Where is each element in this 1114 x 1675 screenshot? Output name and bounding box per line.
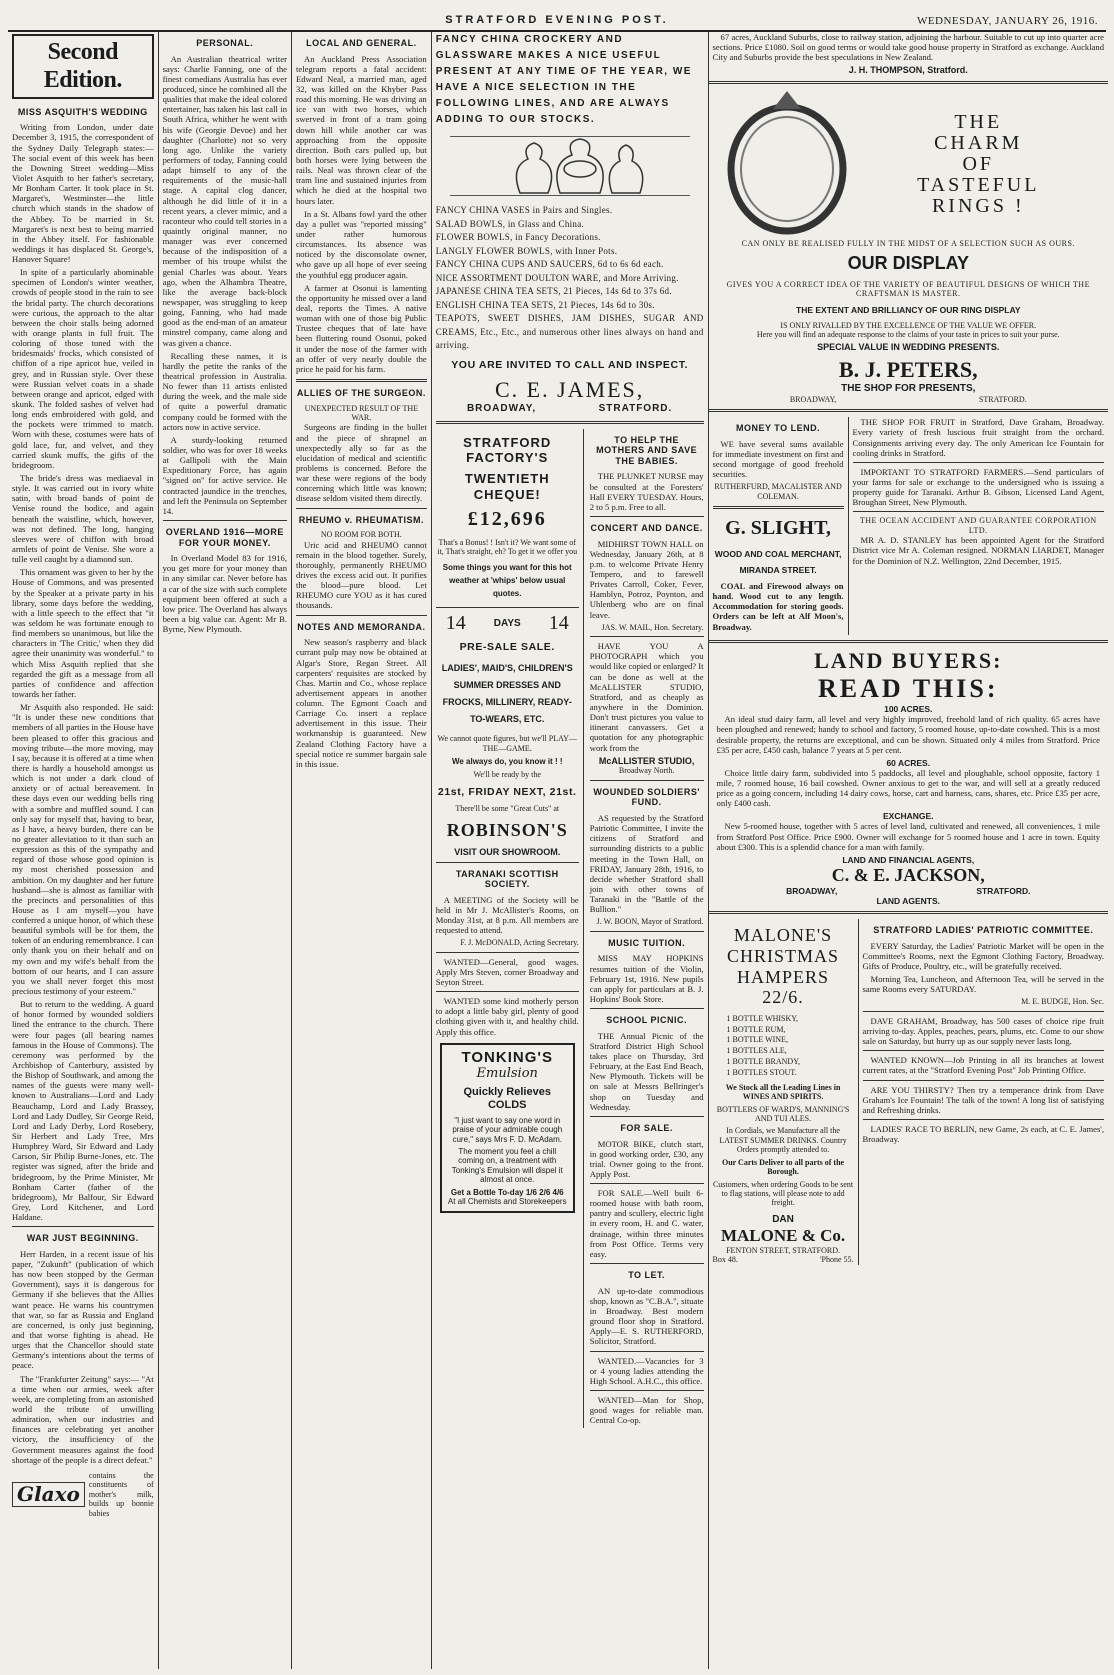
divider <box>709 911 1108 914</box>
list-item: LANGLY FLOWER BOWLS, with Inner Pots. <box>435 245 618 256</box>
presale-title: PRE-SALE SALE. <box>459 641 555 654</box>
list-item: 1 BOTTLE WHISKY, <box>726 1013 799 1023</box>
bottom-split <box>709 919 1108 1265</box>
ad-subcolumn-right <box>590 429 704 1429</box>
sale-head: FOR SALE. <box>620 1122 673 1133</box>
display-sub: GIVES YOU A CORRECT IDEA OF THE VARIETY OF BEAUTIFUL DESIGNS OF WHICH THE CRAFTSMAN IS MASTER. <box>726 279 1090 299</box>
classified-ad: ARE YOU THIRSTY? Then try a temperance drink from Dave Graham's Ice Fountain! The talk of the town! A long list of satisfying and Refreshing drinks. <box>862 1084 1104 1115</box>
photo-studio: McALLISTER STUDIO, <box>598 755 695 766</box>
notice-body: 67 acres, Auckland Suburbs, close to railway station, adjoining the harbour. Suitable to cut up into quarter acre sections. Price £1080. Soil on good terms or would take good house property in Stratford as exchange. Auckland City and Suburbs provide the best speculations in New Zealand. <box>712 32 1104 63</box>
article-paragraph: Surgeons are finding in the bullet and the piece of shrapnel an unexpectedly ally so far as the elucidation of medical and scientific problems is concerned. Before the war these were regions of the body concerning which little was known; disease seldom visited them directly. <box>296 422 427 504</box>
presale-body4: There'll be some "Great Cuts" at <box>455 804 560 814</box>
classified-ad: WANTED—Man for Shop, good wages for reliable man. Central Co-op. <box>589 1394 704 1426</box>
notice-sign: F. J. McDONALD, Acting Secretary. <box>460 938 579 948</box>
rings-copy <box>709 239 1108 404</box>
list-item: FLOWER BOWLS, in Fancy Decorations. <box>435 232 601 242</box>
classified-ad: WANTED.—Vacancies for 3 or 4 young ladies attending the High School. A.H.C., this office. <box>589 1355 704 1386</box>
notice-body: AS requested by the Stratford Patriotic Committee, I invite the citizens of Stratford and surrounding districts to a public meeting in the Town Hall, on FRIDAY, January 28th, 1916, to decide whether Stratford shall join with other towns of Taranaki in the "Battle of the Bullion." <box>589 813 704 915</box>
divider <box>436 421 704 424</box>
divider <box>713 506 844 509</box>
acres100: 100 ACRES. <box>884 704 933 715</box>
notice-body: HAVE YOU A PHOTOGRAPH which you would like copied or enlarged? It can be done as well at the McALLISTER STUDIO, Stratford, and as cheaply as anywhere in the Dominion. Don't trust pictures you value to itinerant canvassers. Get a quotation for any photographic work from the <box>589 641 704 753</box>
column-5-6 <box>709 32 1108 1669</box>
land-head2: READ THIS: <box>818 673 999 703</box>
divider <box>163 520 287 521</box>
edition-banner: Second Edition. <box>12 34 154 99</box>
jeweller-address <box>719 395 1098 404</box>
divider <box>436 991 579 992</box>
classified-ad: LADIES' RACE TO BERLIN, new Game, 2s each, at C. E. James', Broadway. <box>862 1124 1104 1145</box>
column-6-lower <box>849 417 1108 634</box>
help-line: Here you will find an adequate response to the claims of your taste in prices to suit your purse. <box>756 330 1060 340</box>
notice-body: A MEETING of the Society will be held in Mr J. McAllister's Rooms, on Monday 31st, at 8 p.m. All members are requested to attend. <box>435 894 579 936</box>
list-item: NICE ASSORTMENT DOULTON WARE, and More Arriving. <box>435 272 679 283</box>
agents-address <box>717 886 1100 896</box>
tonkings-ad <box>440 1043 575 1213</box>
divider <box>853 462 1104 463</box>
article-paragraph: In Overland Model 83 for 1916, you get more for your money than in any similar car. Never before has a car of the size with such complete equipment been offered at such a low price. The Overland has always been a big value car. Agent: Mr B. Byrne, New Plymouth. <box>162 553 287 635</box>
lower-split <box>709 417 1108 634</box>
malone-stock: We Stock all the Leading Lines in WINES AND SPIRITS. <box>725 1082 841 1102</box>
divider <box>590 636 704 637</box>
jeweller-street: BROADWAY, <box>789 394 837 404</box>
land-body: An ideal stud dairy farm, all level and very highly improved, freehold land of rich quality. 65 acres have been ploughed and renewed; handy to school and factory, 5 roomed house, up-to-date cowshed. This is a most desirable property, the returns are exceptional, and can be shown. Situated only 4 miles from Stratford. Price £35 per acre, £450 cash, balance 7 years at 5 per cent. <box>716 714 1100 755</box>
divider <box>590 1008 704 1009</box>
divider <box>590 516 704 517</box>
agents-town: STRATFORD. <box>976 886 1031 897</box>
malone-contacts <box>713 1255 854 1264</box>
jeweller-town: STRATFORD. <box>978 394 1027 404</box>
ad-split <box>436 429 704 1429</box>
wounded-head: WOUNDED SOLDIERS' FUND. <box>593 786 700 808</box>
rings-title-line: RINGS ! <box>931 194 1025 217</box>
rings-title <box>857 112 1100 217</box>
ladies-head: STRATFORD LADIES' PATRIOTIC COMMITTEE. <box>873 925 1094 936</box>
cheque-body2: Some things you want for this hot weather at 'whips' below usual quotes. <box>442 563 572 598</box>
classified-ad: MOTOR BIKE, clutch start, in good working order, £30, any trial. Owner going to the front. Apply Post. <box>589 1138 704 1179</box>
ad-subcolumn-left <box>436 429 584 1429</box>
thompson-ad <box>709 32 1108 76</box>
cheque-ad <box>436 435 579 601</box>
ocean-head: THE OCEAN ACCIDENT AND GUARANTEE CORPORATION LTD. <box>859 516 1097 535</box>
column-1 <box>8 32 159 1669</box>
thompson-sign: J. H. THOMPSON, Stratford. <box>848 65 968 76</box>
divider <box>709 640 1108 643</box>
divider <box>296 615 427 616</box>
rings-title-line: OF <box>962 152 995 175</box>
notice-body: MR A. D. STANLEY has been appointed Agent for the Stratford District vice Mr A. Coleman resigned. NORMAN LIARDET, Manager for the Dominion of N.Z. Wellington, 22nd December, 1915. <box>852 535 1104 566</box>
crockery-headline: FANCY CHINA CROCKERY AND GLASSWARE MAKES A NICE USEFUL PRESENT AT ANY TIME OF THE YEAR, WE HAVE A NICE SELECTION IN THE FOLLOWING LINES, AND ARE ALWAYS ADDING TO OUR STOCKS. <box>435 34 692 125</box>
malone-line: MALONE'S <box>733 925 833 946</box>
days-number-left: 14 <box>445 611 466 634</box>
masthead-date: WEDNESDAY, JANUARY 26, 1916. <box>916 15 1098 27</box>
list-item: 1 BOTTLES STOUT. <box>726 1067 797 1077</box>
headline-overland: OVERLAND 1916—MORE FOR YOUR MONEY. <box>165 526 284 548</box>
list-item: FANCY CHINA VASES in Pairs and Singles. <box>435 205 613 215</box>
malone-name: MALONE & Co. <box>720 1225 846 1245</box>
presale-body3: We'll be ready by the <box>473 770 541 780</box>
merchant-address <box>436 403 704 415</box>
days-label: DAYS <box>493 617 521 629</box>
crockery-list <box>436 204 704 353</box>
slight-street: MIRANDA STREET. <box>739 564 817 575</box>
bottom-right <box>859 919 1108 1265</box>
headline-rheumo: RHEUMO v. RHEUMATISM. <box>298 514 424 525</box>
list-item: JAPANESE CHINA TEA SETS, 21 Pieces, 14s 6d to 37s 6d. <box>435 286 672 296</box>
tonk-where: At all Chemists and Storekeepers <box>447 1197 567 1207</box>
divider <box>590 1351 704 1352</box>
agents-sub: LAND AGENTS. <box>876 896 940 907</box>
malone-bottlers: BOTTLERS OF WARD'S, MANNING'S AND TUI ALES. <box>716 1104 850 1123</box>
columns <box>8 32 1108 1669</box>
list-item: FANCY CHINA CUPS AND SAUCERS, 6d to 6s 6d each. <box>435 259 664 269</box>
malone-box: Box 48. <box>712 1255 738 1265</box>
article-paragraph: This ornament was given to her by the House of Commons, and was presented by the Speaker at a private party in his library, some days before the wedding, with a little speech to the effect that "it was seldom he was fortunate enough to find members so unanimous, but like the characters in 'The Critic,' when they did agree their unanimity was wonderful." to which Miss Asquith replied that she regarded the gift as a message from all parties of confidence and affection towards her father. <box>12 567 154 699</box>
jeweller-sub: THE SHOP FOR PRESENTS, <box>841 383 976 395</box>
notice-sign: JAS. W. MAIL, Hon. Secretary. <box>601 622 704 632</box>
tonk-note: The moment you feel a chill coming on, a treatment with Tonking's Emulsion will dispel it almost at once. <box>451 1147 563 1185</box>
malone-dan: DAN <box>772 1213 794 1225</box>
divider <box>436 862 579 863</box>
article-paragraph: Writing from London, under date December 3, 1915, the correspondent of the Sydney Daily Telegraph states:— The social event of this week has been the Downing Street wedding—Miss Violet Asquith to her father's secretary, Mr Bonham Carter. It took place in St. Margaret's, Westminster—the little church which stands in the shadow of the Abbey. To be married in St. Margaret's is next best to being married in the Abbey itself. For fashionable weddings it has displaced St. George's, Hanover Square! <box>12 122 154 265</box>
special-line: SPECIAL VALUE IN WEDDING PRESENTS. <box>817 342 1000 353</box>
merchant-town: STRATFORD. <box>598 402 673 414</box>
article-paragraph: But to return to the wedding. A guard of honor formed by wounded soldiers lined the entrance to the church. There were four pages (all bearing names famous in the House of Commons). The ceremony was performed by the Archbishop of Canterbury, assisted by the Bishop of Southwark, and among the names of the guests were many well-known to Australians—Lord and Lady Beauchamp, Lord and Lady Brassey, Lord and Lady Dudley, Sir George Reid, Lord and Lady Derby, Lord Rosebery, Sir Herbert and Lady Tree, Mrs Humphrey Ward, Sir Edward and Lady Carson, Sir Philip Burne-Jones, etc. The register was signed, after the bride and bridegroom, by the Prime Minister, Mr Bonham Carter (father of the bridegroom), Mr Balfour, Sir Edward Grey, Lord Kitchener, and Lord Haldane. <box>12 999 154 1223</box>
divider <box>863 1119 1104 1120</box>
headline-notes: NOTES AND MEMORANDA. <box>297 621 426 632</box>
divider <box>709 81 1108 84</box>
malone-phone: 'Phone 55. <box>820 1255 854 1265</box>
article-paragraph: A farmer at Osonui is lamenting the opportunity he missed over a land deal, reports the Times. A native woman with one of those big Public Trustee cheques that of late have been fluttering round Osonui, poked it under the nose of the farmer with an offer of very nearly double the price he paid for his farm. <box>296 282 427 374</box>
display-head: OUR DISPLAY <box>847 253 969 274</box>
masthead <box>8 10 1106 32</box>
column-4 <box>432 32 709 1669</box>
notice-body: THE PLUNKET NURSE may be consulted at the Foresters' Hall EVERY TUESDAY. Hours, 2 to 5 p.m. Free to all. <box>589 471 704 512</box>
tonk-brand: TONKING'S <box>461 1048 553 1066</box>
divider <box>863 1011 1104 1012</box>
slight-sub: WOOD AND COAL MERCHANT, <box>714 548 842 559</box>
presale-visit: VISIT OUR SHOWROOM. <box>454 846 561 857</box>
notice-body: EVERY Saturday, the Ladies' Patriotic Market will be open in the Committee's Rooms, next the Egmont Clothing Factory, Broadway. Gifts of Produce, Poultry, etc., will be gratefully received. <box>862 940 1104 972</box>
divider <box>436 952 579 953</box>
rings-title-line: TASTEFUL <box>917 173 1040 196</box>
divider <box>590 1263 704 1264</box>
rings-ad <box>709 89 1108 239</box>
vase-illustration <box>450 136 690 196</box>
divider <box>12 1226 154 1227</box>
list-item: 1 BOTTLE BRANDY, <box>726 1057 800 1067</box>
classified-ad: WANTED some kind motherly person to adopt a little baby girl, plenty of good clothing given with it, and healthy child. Apply this office. <box>435 996 579 1037</box>
rings-title-line: THE <box>954 110 1003 133</box>
headline-asquith-wedding: MISS ASQUITH'S WEDDING <box>17 106 148 117</box>
photo-addr: Broadway North. <box>618 766 675 776</box>
agents-name: C. & E. JACKSON, <box>831 864 985 885</box>
let-head: TO LET. <box>628 1270 666 1281</box>
notice-body: COAL and Firewood always on hand. Wood cut to any length. Accommodation for storing goods. Orders can be left at Alf Moon's, Broadway. <box>712 580 844 632</box>
article-paragraph: Recalling these names, it is hardly the petite the ranks of the theatrical profession in Australia. No fewer than 11 artists enlisted during the week, and the male side of quite a powerful dramatic company could be formed with the actors now in active service. <box>162 350 287 432</box>
headline-personal: PERSONAL. <box>196 38 254 48</box>
rings-sub: CAN ONLY BE REALISED FULLY IN THE MIDST OF A SELECTION SUCH AS OURS. <box>741 239 1075 249</box>
list-item: 1 BOTTLE RUM, <box>726 1024 786 1034</box>
classified-ad: IMPORTANT TO STRATFORD FARMERS.—Send particulars of your farms for sale or exchange to the undersigned who is issuing a property guide for Taranaki. Arthur B. Gibson, Licensed Land Agent, Broughan Street, New Plymouth. <box>852 466 1104 508</box>
notice-body: MIDHIRST TOWN HALL on Wednesday, January 26th, at 8 p.m. to welcome Private Henry Tempero, and to farewell Privates Carroll, Coker, Fever, Hamblyn, Potroz, Poynton, and Uhlenberg who are on final leave. <box>589 538 704 620</box>
james-ad <box>436 377 704 415</box>
article-paragraph: The bride's dress was mediaeval in style. It was carried out in ivory white satin, with broad bands of point de Venise round the bodice, and again beneath the waistline, which, however, was not defined. The long, hanging sleeves were of chiffon with broad armlets of point de Venise. She wore a tulle veil caught by a diamond sun. <box>12 473 154 565</box>
tonk-quote: "I just want to say one word in praise of your admirable cough cure," says Mrs F. D. McAdam. <box>452 1115 563 1144</box>
divider <box>709 409 1108 412</box>
divider <box>436 607 579 608</box>
classified-ad: WANTED—General, good wages. Apply Mrs Steven, corner Broadway and Seyton Street. <box>435 956 579 988</box>
masthead-title: STRATFORD EVENING POST. <box>445 14 669 26</box>
ring-icon <box>717 89 857 239</box>
jeweller-name: B. J. PETERS, <box>838 357 978 383</box>
column-2 <box>159 32 292 1669</box>
notice-sign: J. W. BOON, Mayor of Stratford. <box>596 917 704 927</box>
divider <box>590 1116 704 1117</box>
article-paragraph: Mr Asquith also responded. He said: "It is under these new conditions that members of all parties in the House have been pleased to offer this gracious and moving tribute—the more moving, may I say, because it is offered at a time when there is hardly a household amongst us which is not under a dark cloud of anxiety or of actual bereavement. In these days even our wedding bells ring with a sombre and muffled sound. I can only say for myself that, having to bear, as I have, a heavy burden, there can be no greater alleviation to it than such an expression as this of the sympathy and regard of those whose good opinion is my most cherished possession and ambition. On my daughter and her future husband—she is almost as familiar with the precincts and personalities of this House as I am myself—you have conferred a unique honor, of which these beautiful symbols will be for them, the token of an enduring remembrance. I can only thank you on their behalf and on my own and my wife's behalf from the bottom of our hearts, and I can assure you we shall never forget this most precious testimony of your esteem." <box>12 702 154 997</box>
list-item: ENGLISH CHINA TEA SETS, 21 Pieces, 14s 6d to 30s. <box>435 299 655 310</box>
list-item: TEAPOTS, SWEET DISHES, JAM DISHES, SUGAR AND CREAMS, Etc., Etc., and numerous other lines always on hand and arriving. <box>435 313 704 350</box>
tonk-product: Emulsion <box>476 1066 538 1082</box>
presale-date: 21st, FRIDAY NEXT, 21st. <box>437 785 577 798</box>
tonk-prices: Get a Bottle To-day 1/6 2/6 4/6 <box>450 1187 564 1197</box>
presale-store: ROBINSON'S <box>446 819 568 840</box>
land-body: Choice little dairy farm, subdivided into 5 paddocks, all level and ploughable, school opposite, factory 1 mile, 7 roomed house, 16 bail cowshed. Owner anxious to get to the war, and will sell at a greatly reduced price as a going concern, including 14 dairy cows, horse, cart and harness, cans, shares, etc. Price £35 per acre, only £400 cash. <box>716 767 1100 809</box>
malone-addr: FENTON STREET, STRATFORD. <box>726 1245 841 1255</box>
notice-body: WE have several sums available for immediate investment on first and second mortgage of good freehold securities. <box>712 438 844 480</box>
subheadline: NO ROOM FOR BOTH. <box>320 530 402 540</box>
column-5 <box>709 417 849 634</box>
classified-ad: DAVE GRAHAM, Broadway, has 500 cases of choice ripe fruit arriving to-day. Apples, peaches, pears, plums, etc. Come to our show sale on Saturday, but hurry up as our supply never lasts long. <box>862 1015 1104 1047</box>
classified-ad: WANTED KNOWN—Job Printing in all its branches at lowest current rates, at the "Stratford Evening Post" Job Printing Office. <box>862 1055 1104 1076</box>
exchange: EXCHANGE. <box>883 811 934 822</box>
article-paragraph: A sturdy-looking returned soldier, who was for over 18 weeks at Gallipoli with the Main Expeditionary Force, has again "signed on" for active service. He contracted jaundice in the trenches, and left the Peninsula on September 14. <box>162 434 287 516</box>
malone-line: CHRISTMAS <box>727 945 840 966</box>
article-paragraph: Uric acid and RHEUMO cannot remain in the blood together. Surely, thoroughly, permanently RHEUMO drives the excess acid out. It purifies the blood—pure blood. Let RHEUMO cure YOU as it has cured thousands. <box>296 539 427 611</box>
malone-cordials: In Cordials, we Manufacture all the LATEST SUMMER DRINKS. Country Orders promptly attended to. <box>719 1126 847 1155</box>
malone-line: 22/6. <box>762 987 804 1008</box>
column-3 <box>292 32 432 1669</box>
headline-allies-surgeon: ALLIES OF THE SURGEON. <box>296 387 426 398</box>
notice-body: THE Annual Picnic of the Stratford District High School takes place on Thursday, 3rd February, at the East End Beach, New Plymouth. Tickets will be on sale at Messrs Bellringer's shop on Tuesday and Wednesday. <box>589 1030 704 1112</box>
list-item: SALAD BOWLS, in Glass and China. <box>435 218 585 229</box>
article-paragraph: In spite of a particularly abominable specimen of London's winter weather, crowds of people stood in the rain to see the bridal party. The church decorations were curious, the approach to the altar between the choir stalls being adorned with orange plants in full fruit. The coloring of those toned with the bridesmaids' frocks, which consisted of chiffon of a ripe apricot hue, veiled in grey, and in Russian style. Over these were Russian velvet coats in a shade between orange and apricot, edged with skunk. The folded sashes of velvet had long ends embroidered with gold, and the pockets were trimmed to match. Worn with these, costumes were hats of gold lace, fur, and velvet, and they carried skunk muffs, the gifts of the bridegroom. <box>12 267 154 470</box>
classified-ad: THE SHOP FOR FRUIT in Stratford, Dave Graham, Broadway. Every variety of fresh luscious fruit straight from the orchard. Consignments arriving every day. The only American Ice Fountain for cooling drinks in Stratford. <box>852 417 1104 458</box>
land-body: New 5-roomed house, together with 5 acres of level land, cultivated and renewed, all conveniences, 1 mile from Stratford Post Office. Price £900. Owner will exchange for 5 roomed house and 1 acre in town. Equity about £300. This is a splendid chance for a man with family. <box>716 821 1100 852</box>
picnic-head: SCHOOL PICNIC. <box>606 1015 688 1026</box>
cheque-line2: TWENTIETH CHEQUE! <box>464 471 550 502</box>
notice-body: MISS MAY HOPKINS resumes tuition of the Violin, February 1st, 1916. New pupils can apply for particulars at B. J. Hopkins' Book Store. <box>589 953 704 1005</box>
article-paragraph: New season's raspberry and black currant pulp may now be obtained at Algar's Store, Regan Street. All carpenters' requisites are stocked by Chas. Martin and Co., whose replace advertisement appears in another column. The Egmont Coach and Carriage Co. insert a replace advertisement in this issue. Their workmanship is guaranteed. New Zealand Clothing Factory have a special notice re summer bargain sale in this issue. <box>296 637 427 769</box>
money-sign: RUTHERFURD, MACALISTER AND COLEMAN. <box>714 482 842 501</box>
article-paragraph: An Auckland Press Association telegram reports a fatal accident: Edward Neal, a married man, aged 32, was killed on the Khyber Pass road this morning. He was driving an ice van with two horses, which swerved in front of a tram going down hill while another car was approaching from the opposite direction. Both cars pulled up, but both horses were lying between the rails. Neal was thrown clear of the tram line and sustained injuries from which he died at the hospital two hours later. <box>296 53 427 206</box>
divider <box>590 931 704 932</box>
days-banner <box>436 612 579 636</box>
presale-items: LADIES', MAID'S, CHILDREN'S SUMMER DRESSES AND FROCKS, MILLINERY, READY-TO-WEARS, ETC. <box>441 662 573 725</box>
acres60: 60 ACRES. <box>886 757 931 768</box>
headline-war-beginning: WAR JUST BEGINNING. <box>26 1233 139 1244</box>
divider <box>853 511 1104 512</box>
land-head1: LAND BUYERS: <box>814 647 1003 673</box>
article-paragraph: The "Frankfurter Zeitung" says:— "At a time when our armies, week after week, are completing from an astonished world the tribute of unwilling admiration, when our industries and finances are celebrating yet another victory, the insufficiency of the Government measures against the food shortage of the people is a direct defeat." <box>12 1373 154 1465</box>
merchant-street: BROADWAY, <box>466 402 537 414</box>
article-paragraph: In a St. Albans fowl yard the other day a pullet was "reported missing" under rather humorous circumstances. Its absence was noticed by the disconsolate owner, who gave up all hope of ever seeing the youthful egg producer again. <box>296 208 427 280</box>
malone-note: Customers, when ordering Goods to be sent to flag stations, will please note to add freight. <box>712 1179 854 1208</box>
concert-head: CONCERT AND DANCE. <box>590 523 703 534</box>
glaxo-note: contains the constituents of mother's milk, builds up bonnie babies <box>88 1470 154 1518</box>
divider <box>590 780 704 781</box>
classified-ad: FOR SALE.—Well built 6-roomed house with bath room, pantry and scullery, electric light in every room, H. and C. water, drainage, within three minutes from Post Office. Terms very easy. <box>589 1188 704 1259</box>
list-item: 1 BOTTLES ALE, <box>726 1046 787 1056</box>
merchant-name: C. E. JAMES, <box>494 376 645 402</box>
slight-name: G. SLIGHT, <box>725 517 831 540</box>
malone-line: HAMPERS <box>737 966 830 987</box>
headline-local-general: LOCAL AND GENERAL. <box>306 38 417 48</box>
extent-line: THE EXTENT AND BRILLIANCY OF OUR RING DISPLAY <box>796 304 1021 315</box>
vase-icon <box>450 137 690 195</box>
glaxo-logo: Glaxo <box>12 1482 85 1508</box>
cheque-amount: £12,696 <box>467 507 547 530</box>
glaxo-ad <box>12 1471 154 1518</box>
divider <box>863 1050 1104 1051</box>
days-number-right: 14 <box>548 611 569 634</box>
divider <box>296 379 427 382</box>
invite-line: YOU ARE INVITED TO CALL AND INSPECT. <box>451 358 689 371</box>
scottish-head: TARANAKI SCOTTISH SOCIETY. <box>455 868 559 890</box>
land-ad <box>709 648 1108 907</box>
malone-title <box>713 925 854 1008</box>
agents-street: BROADWAY, <box>786 886 838 897</box>
rivalled-line: IS ONLY RIVALLED BY THE EXCELLENCE OF THE VALUE WE OFFER. <box>780 320 1037 330</box>
divider <box>590 1183 704 1184</box>
classified-ad: AN up-to-date commodious shop, known as "C.B.A.", situate in Broadway. Best modern ground floor shop in Stratford. Apply—E. S. RUTHERFORD, Solicitor, Stratford. <box>589 1285 704 1347</box>
list-item: 1 BOTTLE WINE, <box>726 1035 788 1045</box>
money-head: MONEY TO LEND. <box>735 423 821 434</box>
presale-body2: We always do, you know it ! ! <box>451 757 563 767</box>
malone-deliver: Our Carts Deliver to all parts of the Borough. <box>721 1157 845 1177</box>
tonk-claim: Quickly Relieves COLDS <box>463 1085 551 1111</box>
article-paragraph: Herr Harden, in a recent issue of his paper, "Zukunft" (publication of which has now been stopped by the German Government), says it is dangerous for Germany if she believes that the Allies want peace. He warns his countrymen that war, so far as Russia and England are concerned, is only just beginning, and that worse fighting is ahead. He urges that the Chancellor should state Germany's intentions about the terms of peace. <box>12 1248 154 1371</box>
cheque-body: That's a Bonus! ! Isn't it? We want some of it, That's straight, eh? To get it we offer you <box>437 537 578 556</box>
rings-title-line: CHARM <box>934 131 1023 154</box>
mothers-head: TO HELP THE MOTHERS AND SAVE THE BABIES. <box>596 434 698 466</box>
hamper-list <box>727 1014 854 1079</box>
music-head: MUSIC TUITION. <box>608 937 686 948</box>
divider <box>863 1080 1104 1081</box>
divider <box>590 1390 704 1391</box>
cheque-line1: STRATFORD FACTORY'S <box>463 434 552 465</box>
subheadline: UNEXPECTED RESULT OF THE WAR. <box>304 403 419 423</box>
article-paragraph: An Australian theatrical writer says: Charlie Fanning, one of the finest comedians Australia has ever produced, since he combined all the qualities that make the ideal colored entertainer, has taken his last call in South Africa, whither he went with his wife (Georgie Devoe) and her daughter (Charlotte) not so very long ago. Unlike the variety performers of today, Fanning could adapt himself to any of the requirements of the music-hall stage. A capital clog dancer, although he did little of it in a recent years, a clever mimic, and a raconteur who could tell stories in a quaintly original manner, no manager was ever concerned because of the indisposition of a member of his troupe whilst the genial Charles was about. Years ago, when the Alhambra Theatre, like the average back-block newspaper, was struggling to keep going, Fanning, who had made good as the end-man of an amateur minstrel company, came along and was given a chance. <box>162 53 287 348</box>
notice-sign: M. E. BUDGE, Hon. Sec. <box>1021 997 1104 1007</box>
notice-body: Morning Tea, Luncheon, and Afternoon Tea, will be served in the same Rooms every SATURDAY. <box>862 974 1104 995</box>
divider <box>296 508 427 509</box>
agents-head: LAND AND FINANCIAL AGENTS, <box>842 854 975 865</box>
presale-body1: We cannot quote figures, but we'll PLAY—THE—GAME. <box>437 734 577 753</box>
malone-ad <box>709 919 859 1265</box>
